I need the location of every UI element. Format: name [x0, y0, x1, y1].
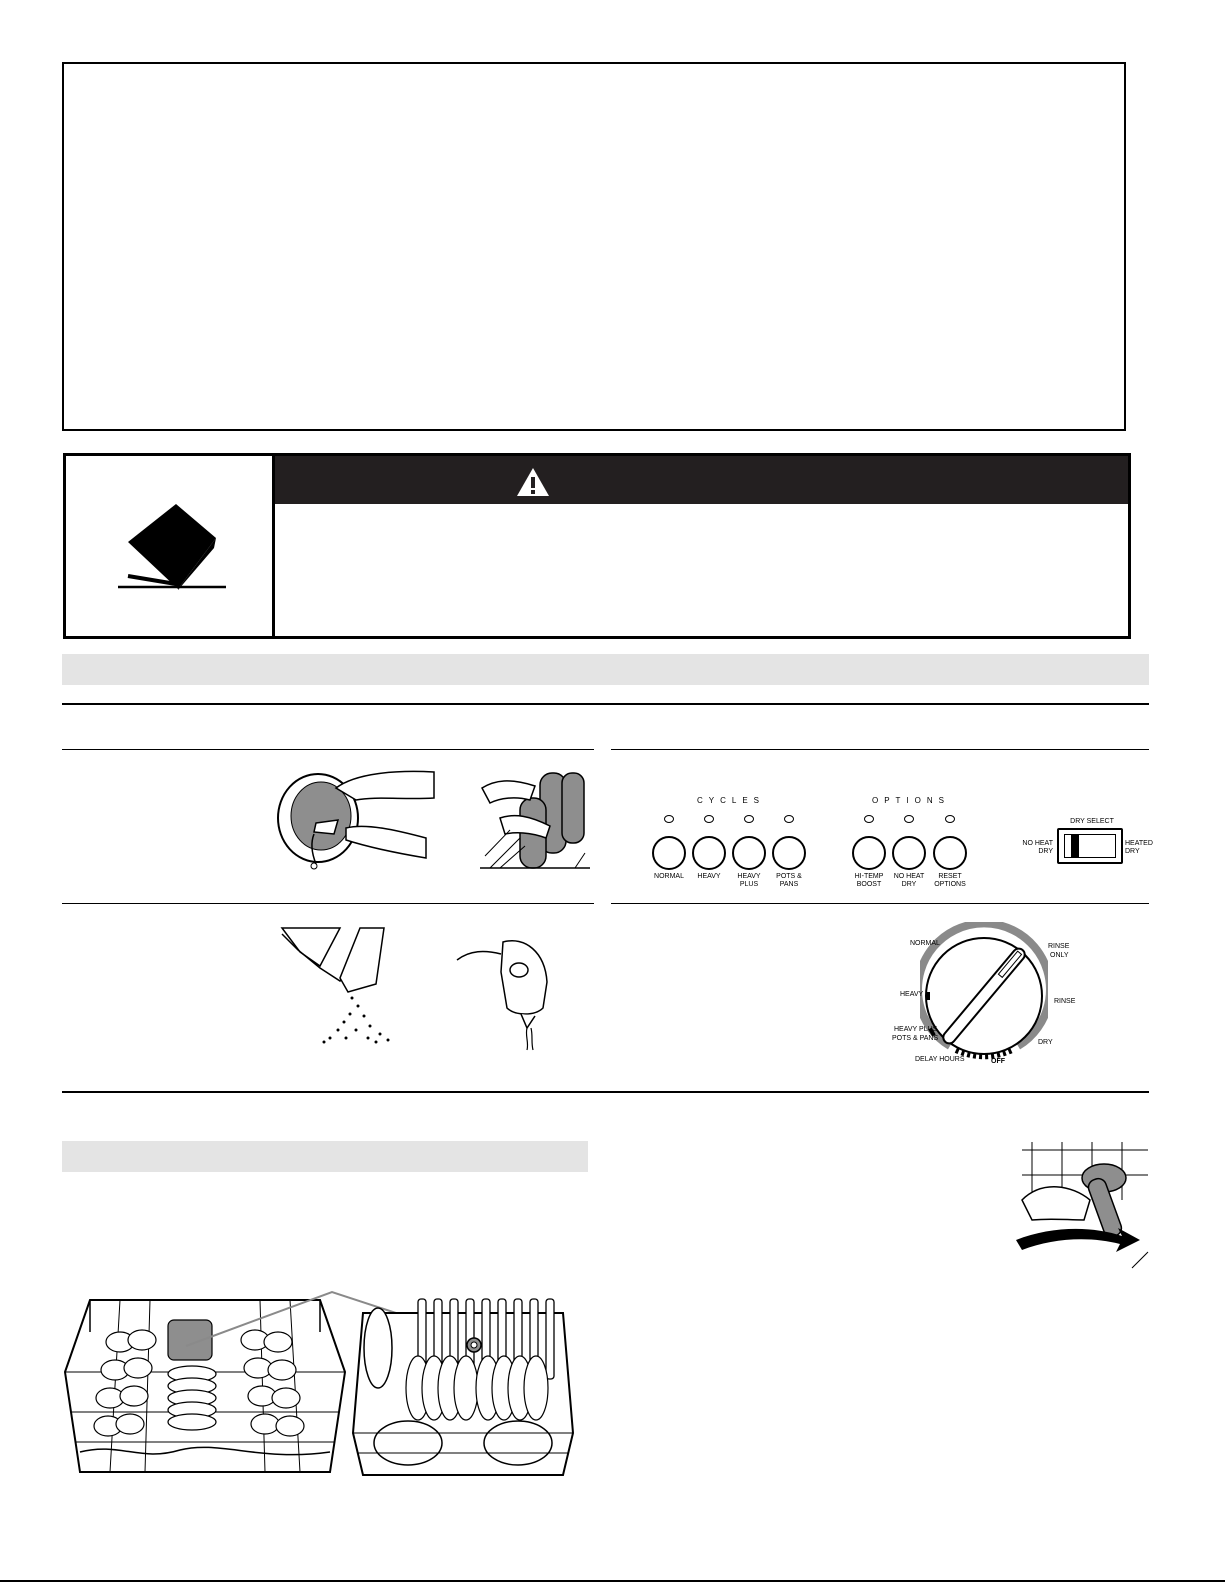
dial-label-rinse-only-1: RINSE [1048, 943, 1070, 950]
dry-select-right-line2: DRY [1125, 848, 1140, 855]
warning-icon-cell [66, 456, 275, 636]
dry-select-right-line1: HEATED [1125, 840, 1153, 847]
cycle-indicator-light [664, 815, 674, 823]
cycle-indicator-light [704, 815, 714, 823]
button-label: HEAVY [737, 873, 761, 880]
dry-select-no-heat-label [1013, 840, 1053, 856]
dial-label-heavy-plus-2: POTS & PANS [892, 1035, 939, 1042]
option-indicator-light [864, 815, 874, 823]
switch-rocker [1064, 834, 1116, 858]
cycle-heavy-plus-button[interactable] [732, 815, 766, 889]
pour-gel-illustration [455, 932, 555, 1052]
dry-select-title: DRY SELECT [1070, 818, 1114, 825]
page-bottom-rule [0, 1580, 1225, 1582]
pour-powder-illustration [280, 926, 410, 1046]
button-label: PANS [779, 881, 799, 888]
divider [611, 903, 1149, 904]
options-header: OPTIONS [871, 796, 950, 805]
option-indicator-light [945, 815, 955, 823]
button-label: HEAVY [697, 873, 721, 880]
button-label: PLUS [739, 881, 759, 888]
control-panel [611, 760, 1153, 900]
option-no-heat-dry-button[interactable] [892, 815, 926, 889]
button-circle [692, 836, 726, 870]
button-label: BOOST [856, 881, 882, 888]
dry-select-heated-label [1125, 840, 1157, 856]
button-circle [732, 836, 766, 870]
divider [611, 749, 1149, 750]
option-reset-options-button[interactable] [932, 815, 968, 889]
button-label: NORMAL [654, 873, 684, 880]
divider [62, 1091, 1149, 1093]
button-circle [892, 836, 926, 870]
warning-header-bar [275, 456, 1128, 504]
button-label: POTS & [776, 873, 802, 880]
lower-rack-illustration [348, 1293, 578, 1483]
cycle-indicator-light [744, 815, 754, 823]
dial-label-delay-hours: DELAY HOURS [915, 1056, 965, 1063]
tip-over-hazard-icon [66, 456, 275, 636]
dial-label-heavy-plus-1: HEAVY PLUS [894, 1026, 938, 1033]
dry-select-left-line1: NO HEAT [1022, 840, 1053, 847]
button-label: NO HEAT [893, 873, 925, 880]
warning-panel [63, 453, 1131, 639]
button-circle [652, 836, 686, 870]
button-circle [933, 836, 967, 870]
divider [62, 749, 594, 750]
dial-label-normal: NORMAL [910, 940, 940, 947]
section-header-band [62, 1141, 588, 1172]
button-label: HI-TEMP [854, 873, 884, 880]
button-label: RESET [938, 873, 962, 880]
notice-box [62, 62, 1126, 431]
dial-label-rinse: RINSE [1054, 998, 1076, 1005]
option-indicator-light [904, 815, 914, 823]
cycle-dial-panel [860, 918, 1100, 1078]
dial-label-heavy: HEAVY [900, 991, 924, 998]
button-label: DRY [901, 881, 917, 888]
filter-turn-illustration [1012, 1140, 1150, 1272]
dial-label-off: OFF [991, 1058, 1005, 1065]
cycle-heavy-button[interactable] [692, 815, 726, 881]
cycle-normal-button[interactable] [652, 815, 686, 881]
divider [62, 703, 1149, 705]
alert-triangle-icon [515, 466, 551, 498]
dry-select-left-line2: DRY [1038, 848, 1053, 855]
scrape-plate-illustration [276, 768, 436, 873]
button-label: OPTIONS [934, 881, 966, 888]
dial-label-rinse-only-2: ONLY [1050, 952, 1069, 959]
option-hi-temp-boost-button[interactable] [852, 815, 886, 889]
button-circle [772, 836, 806, 870]
dry-select-switch[interactable] [1057, 828, 1123, 864]
section-header-band [62, 654, 1149, 685]
cycle-pots-pans-button[interactable] [772, 815, 806, 889]
divider [62, 903, 594, 904]
button-circle [852, 836, 886, 870]
cycles-header: CYCLES [696, 796, 765, 805]
load-glasses-illustration [480, 768, 590, 873]
dial-label-dry: DRY [1038, 1039, 1053, 1046]
cycle-indicator-light [784, 815, 794, 823]
